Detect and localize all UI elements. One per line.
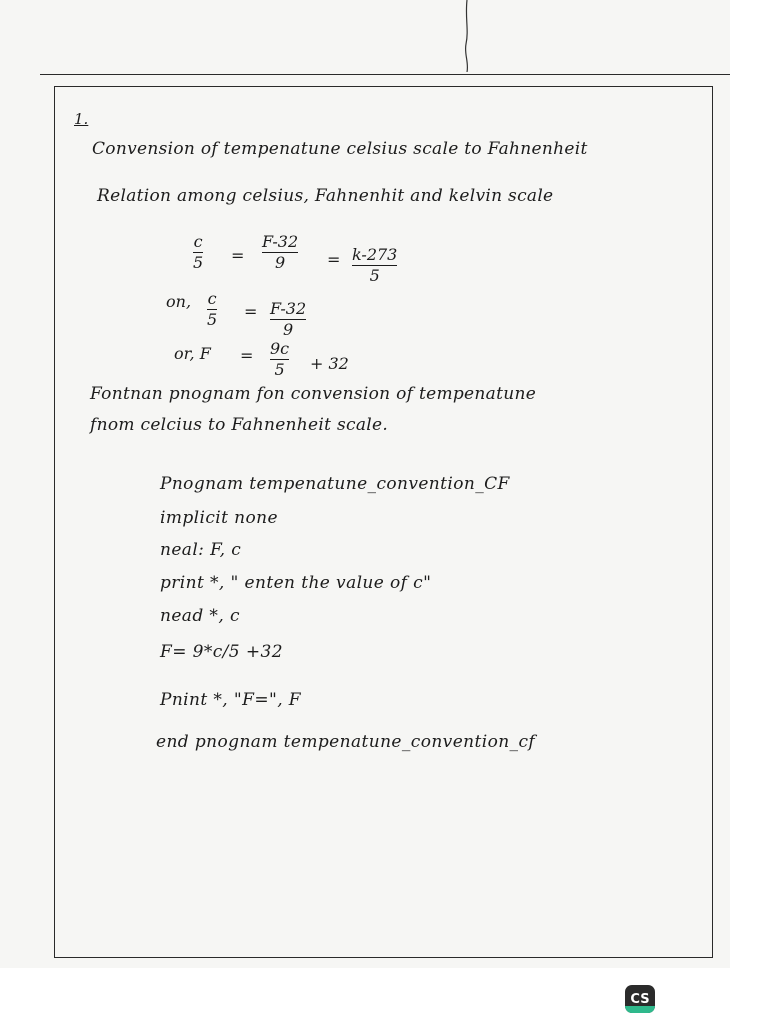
program-line-2: implicit none [160, 508, 278, 528]
eq1-k-denominator: 5 [369, 266, 380, 286]
eq3-equals: = [240, 346, 254, 365]
eq1-k-numerator: k-273 [352, 245, 398, 264]
eq1-c-denominator: 5 [193, 253, 204, 273]
eq3-9c-numerator: 9c [270, 339, 290, 358]
program-line-6: F= 9*c/5 +32 [160, 642, 283, 662]
intro-line-1: Fontnan pnognam fon convension of tempenatune [90, 384, 537, 404]
program-line-3: neal: F, c [160, 540, 242, 560]
eq2-equals: = [244, 302, 258, 321]
eq3-fraction-9c [270, 340, 289, 380]
eq2-fraction-c [207, 290, 217, 330]
relation-heading: Relation among celsius, Fahnenhit and kelvin scale [97, 186, 554, 206]
eq1-equals-a: = [231, 246, 245, 265]
program-line-5: nead *, c [160, 606, 240, 626]
eq3-prefix: or, F [174, 344, 211, 363]
eq1-fraction-k [352, 246, 397, 286]
page-title: Convension of tempenatune celsius scale to Fahnenheit [92, 139, 588, 159]
eq1-f-denominator: 9 [274, 253, 286, 273]
eq1-fraction-f [262, 233, 298, 273]
logo-accent-bar [625, 1006, 655, 1013]
eq2-c-numerator: c [207, 289, 217, 308]
eq3-suffix: + 32 [310, 354, 349, 373]
page-number: 1. [74, 110, 89, 128]
eq2-fraction-f [270, 300, 306, 340]
eq2-f-numerator: F-32 [270, 299, 307, 318]
page-border [54, 86, 713, 958]
eq1-f-numerator: F-32 [262, 232, 299, 251]
eq2-c-denominator: 5 [207, 310, 218, 330]
program-line-7: Pnint *, "F=", F [160, 690, 301, 710]
eq1-c-numerator: c [193, 232, 203, 251]
logo-text: CS [630, 991, 650, 1007]
eq2-prefix: on, [166, 292, 192, 311]
eq3-9c-denominator: 5 [274, 360, 285, 380]
page-fold-mark [462, 0, 472, 72]
intro-line-2: fnom celcius to Fahnenheit scale. [90, 415, 389, 435]
program-line-1: Pnognam tempenatune_convention_CF [160, 474, 510, 494]
eq1-equals-b: = [327, 250, 341, 269]
eq1-fraction-c [193, 233, 203, 273]
program-line-4: print *, " enten the value of c" [160, 573, 432, 593]
program-line-8: end pnognam tempenatune_convention_cf [156, 732, 536, 752]
top-rule-line [40, 74, 730, 75]
eq2-f-denominator: 9 [282, 320, 294, 340]
